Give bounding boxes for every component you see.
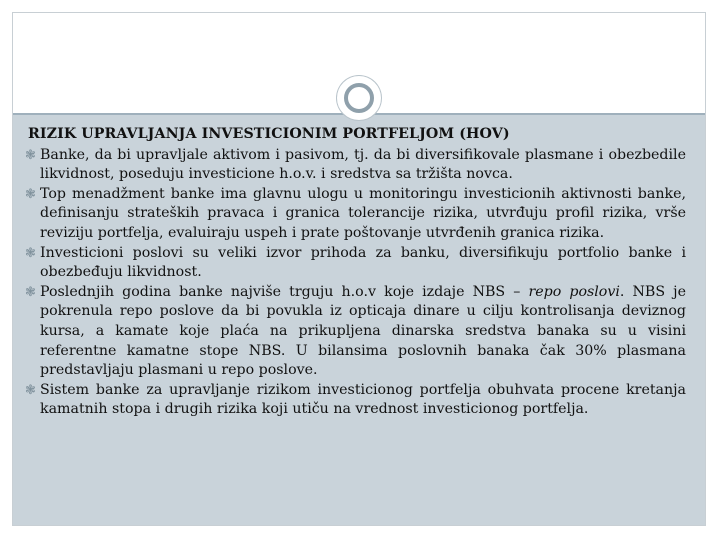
bullet-icon: ❃ <box>25 245 36 261</box>
list-item <box>26 283 686 381</box>
bullet-text: Sistem banke za upravljanje rizikom investicionog portfelja obuhvata procene kretanja kamatnih stopa i drugih rizika koji utiču na vrednost investicionog portfelja. <box>40 381 686 418</box>
bullet-text-part: . NBS je pokrenula repo poslove da bi povukla iz opticaja dinare u cilju kontrolisanja deviznog kursa, a kamate koje plaća na prikupljena dinarska sredstva banaka su u visini referentne kamatne stope NBS. U bilansima poslovnih banaka čak 30% plasmana predstavljaju plasmani u repo poslove. <box>40 283 686 379</box>
list-item <box>26 244 686 283</box>
bullet-icon: ❃ <box>25 382 36 398</box>
list-item <box>26 146 686 185</box>
circle-ornament-inner <box>344 83 374 113</box>
slide-content <box>26 125 686 420</box>
list-item <box>26 381 686 420</box>
circle-ornament-icon <box>337 76 381 120</box>
bullet-text: Top menadžment banke ima glavnu ulogu u monitoringu investicionih aktivnosti banke, definisanju strateških pravaca i granica tolerancije rizika, utvrđuju profil rizika, vrše reviziju portfelja, evaluiraju uspeh i prate poštovanje utvrđenih granica rizika. <box>40 185 686 241</box>
list-item <box>26 185 686 244</box>
bullet-text-italic: repo poslovi <box>528 283 620 300</box>
bullet-icon: ❃ <box>25 284 36 300</box>
bullet-text-part: Poslednjih godina banke najviše trguju h.o.v koje izdaje NBS – <box>40 283 529 300</box>
bullet-icon: ❃ <box>25 147 36 163</box>
bullet-icon: ❃ <box>25 186 36 202</box>
bullet-text: Investicioni poslovi su veliki izvor prihoda za banku, diversifikuju portfolio banke i obezbeđuju likvidnost. <box>40 244 686 281</box>
bullet-list <box>26 146 686 420</box>
slide-heading: RIZIK UPRAVLJANJA INVESTICIONIM PORTFELJOM (HOV) <box>28 126 510 142</box>
bullet-text: Banke, da bi upravljale aktivom i pasivom, tj. da bi diversifikovale plasmane i obezbedile likvidnost, poseduju investicione h.o.v. i sredstva sa tržišta novca. <box>40 146 686 183</box>
